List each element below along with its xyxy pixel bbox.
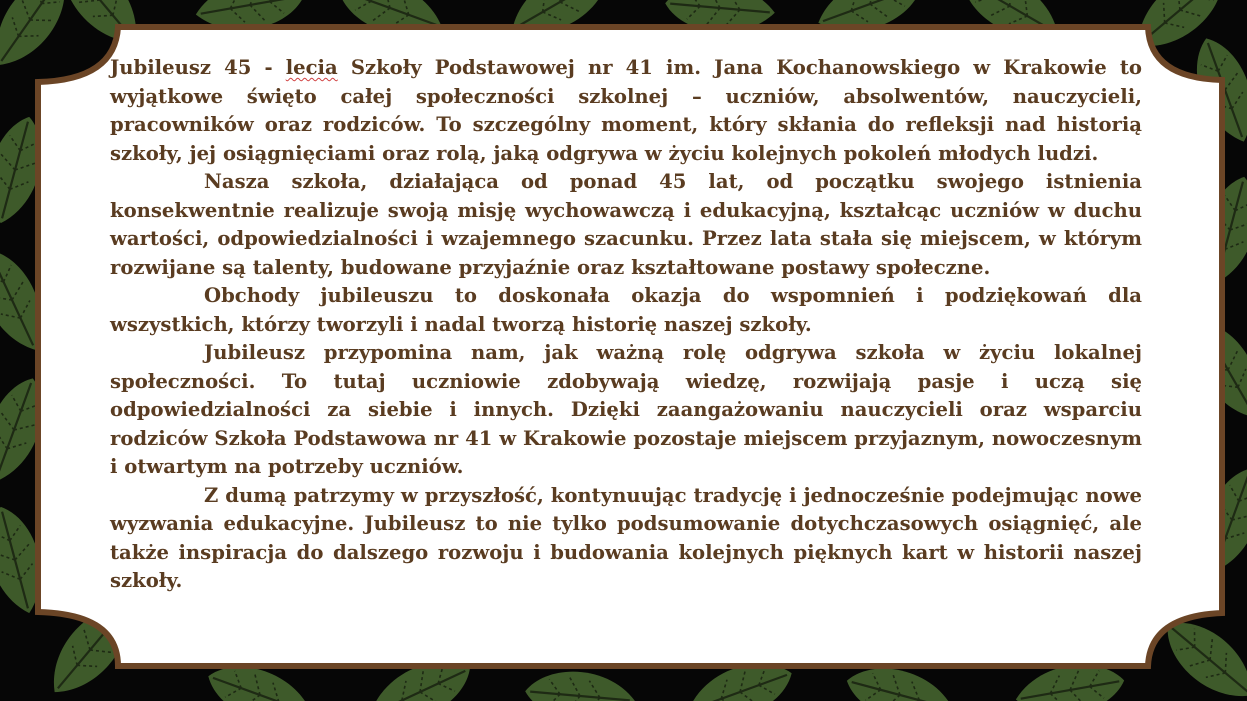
paragraph-4: Jubileusz przypomina nam, jak ważną rolę odgrywa szkoła w życiu lokalnej społeczności. To tutaj uczniowie zdobywają wiedzę, rozwijają pasje i uczą się odpowiedzialności za siebie i innych. Dzięki zaangażowaniu nauczycieli oraz wsparciu rodziców Szkoła Podstawowa nr 41 w Krakowie pozostaje miejscem przyjaznym, nowoczesnym i otwartym na potrzeby uczniów. <box>110 341 1142 478</box>
jubilee-text-body <box>110 54 1142 596</box>
paragraph-1 <box>110 54 1142 168</box>
spellcheck-flagged-word[interactable]: lecia <box>285 56 338 79</box>
paragraph-1-start: Jubileusz 45 - <box>110 56 286 79</box>
paragraph-2: Nasza szkoła, działająca od ponad 45 lat, od początku swojego istnienia konsekwentnie realizuje swoją misję wychowawczą i edukacyjną, kształcąc uczniów w duchu wartości, odpowiedzialności i wzajemnego szacunku. Przez lata stała się miejscem, w którym rozwijane są talenty, budowane przyjaźnie oraz kształtowane postawy społeczne. <box>110 170 1142 279</box>
paragraph-1-rest: Szkoły Podstawowej nr 41 im. Jana Kochanowskiego w Krakowie to wyjątkowe święto całej społeczności szkolnej – uczniów, absolwentów, nauczycieli, pracowników oraz rodziców. To szczególny moment, który skłania do refleksji nad historią szkoły, jej osiągnięciami oraz rolą, jaką odgrywa w życiu kolejnych pokoleń młodych ludzi. <box>110 56 1142 165</box>
paragraph-3: Obchody jubileuszu to doskonała okazja do wspomnień i podziękowań dla wszystkich, którzy tworzyli i nadal tworzą historię naszej szkoły. <box>110 284 1142 336</box>
paragraph-5: Z dumą patrzymy w przyszłość, kontynuując tradycję i jednocześnie podejmując nowe wyzwania edukacyjne. Jubileusz to nie tylko podsumowanie dotychczasowych osiągnięć, ale także inspiracja do dalszego rozwoju i budowania kolejnych pięknych kart w historii naszej szkoły. <box>110 483 1142 592</box>
